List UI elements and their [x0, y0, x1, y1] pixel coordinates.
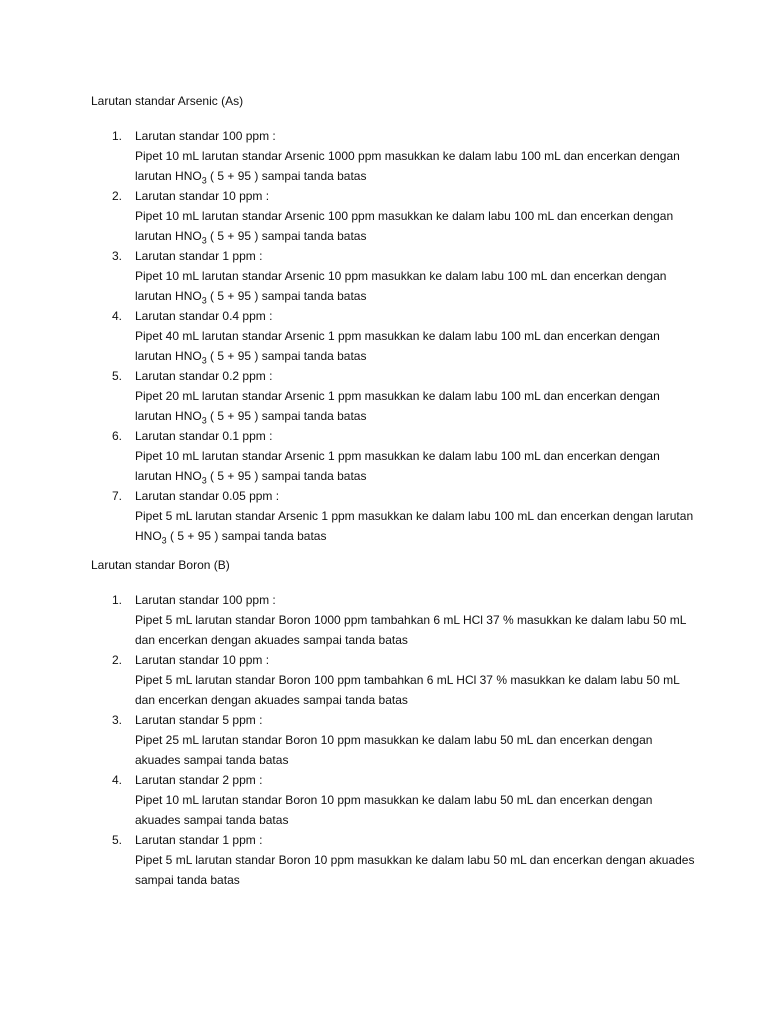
list-item — [91, 486, 711, 546]
item-title: Larutan standar 1 ppm : — [135, 249, 263, 263]
item-title: Larutan standar 1 ppm : — [135, 833, 263, 847]
item-number: 5. — [112, 369, 123, 383]
list-item — [91, 306, 711, 366]
item-number: 3. — [112, 713, 123, 727]
item-number: 2. — [112, 189, 123, 203]
item-description: Pipet 5 mL larutan standar Arsenic 1 ppm masukkan ke dalam labu 100 mL dan encerkan dengan larutan $HNO_3$ ( 5 + 95 ) sampai tanda batas — [135, 509, 694, 546]
section-heading: Larutan standar Boron (B) — [91, 558, 230, 572]
list-item — [91, 650, 711, 710]
item-description: Pipet 20 mL larutan standar Arsenic 1 ppm masukkan ke dalam labu 100 mL dan encerkan dengan larutan $HNO_3$ ( 5 + 95 ) sampai tanda batas — [135, 389, 660, 426]
item-title: Larutan standar 100 ppm : — [135, 129, 276, 143]
item-title: Larutan standar 100 ppm : — [135, 593, 276, 607]
item-title: Larutan standar 10 ppm : — [135, 189, 270, 203]
list-item — [91, 126, 711, 186]
item-number: 4. — [112, 773, 123, 787]
item-description: Pipet 40 mL larutan standar Arsenic 1 ppm masukkan ke dalam labu 100 mL dan encerkan dengan larutan $HNO_3$ ( 5 + 95 ) sampai tanda batas — [135, 329, 660, 366]
item-title: Larutan standar 0.05 ppm : — [135, 489, 280, 503]
boron-list — [91, 590, 711, 890]
arsenic-list — [91, 126, 711, 546]
list-item — [91, 426, 711, 486]
item-description: Pipet 10 mL larutan standar Arsenic 100 ppm masukkan ke dalam labu 100 mL dan encerkan dengan larutan $HNO_3$ ( 5 + 95 ) sampai tanda batas — [135, 209, 674, 246]
list-item — [91, 590, 711, 650]
item-title: Larutan standar 5 ppm : — [135, 713, 263, 727]
item-number: 2. — [112, 653, 123, 667]
item-number: 3. — [112, 249, 123, 263]
section-heading: Larutan standar Arsenic (As) — [91, 94, 244, 108]
item-title: Larutan standar 0.4 ppm : — [135, 309, 273, 323]
item-number: 1. — [112, 129, 123, 143]
item-description: Pipet 10 mL larutan standar Boron 10 ppm masukkan ke dalam labu 50 mL dan encerkan dengan akuades sampai tanda batas — [135, 793, 653, 827]
item-number: 1. — [112, 593, 123, 607]
item-description: Pipet 10 mL larutan standar Arsenic 1000 ppm masukkan ke dalam labu 100 mL dan encerkan dengan larutan $HNO_3$ ( 5 + 95 ) sampai tanda batas — [135, 149, 680, 186]
list-item — [91, 186, 711, 246]
section-arsenic — [91, 93, 711, 546]
item-description: Pipet 5 mL larutan standar Boron 100 ppm tambahkan 6 mL HCl 37 % masukkan ke dalam labu 50 mL dan encerkan dengan akuades sampai tanda batas — [135, 673, 680, 707]
item-title: Larutan standar 0.1 ppm : — [135, 429, 273, 443]
list-item — [91, 770, 711, 830]
item-title: Larutan standar 10 ppm : — [135, 653, 270, 667]
item-title: Larutan standar 2 ppm : — [135, 773, 263, 787]
item-description: Pipet 25 mL larutan standar Boron 10 ppm masukkan ke dalam labu 50 mL dan encerkan dengan akuades sampai tanda batas — [135, 733, 653, 767]
list-item — [91, 830, 711, 890]
item-description: Pipet 5 mL larutan standar Boron 1000 ppm tambahkan 6 mL HCl 37 % masukkan ke dalam labu 50 mL dan encerkan dengan akuades sampai tanda batas — [135, 613, 686, 647]
list-item — [91, 246, 711, 306]
item-number: 4. — [112, 309, 123, 323]
item-description: Pipet 10 mL larutan standar Arsenic 1 ppm masukkan ke dalam labu 100 mL dan encerkan dengan larutan $HNO_3$ ( 5 + 95 ) sampai tanda batas — [135, 449, 660, 486]
item-description: Pipet 5 mL larutan standar Boron 10 ppm masukkan ke dalam labu 50 mL dan encerkan dengan akuades sampai tanda batas — [135, 853, 695, 887]
item-number: 6. — [112, 429, 123, 443]
item-description: Pipet 10 mL larutan standar Arsenic 10 ppm masukkan ke dalam labu 100 mL dan encerkan dengan larutan $HNO_3$ ( 5 + 95 ) sampai tanda batas — [135, 269, 667, 306]
item-number: 5. — [112, 833, 123, 847]
section-boron — [91, 557, 711, 890]
list-item — [91, 710, 711, 770]
item-number: 7. — [112, 489, 123, 503]
list-item — [91, 366, 711, 426]
item-title: Larutan standar 0.2 ppm : — [135, 369, 273, 383]
